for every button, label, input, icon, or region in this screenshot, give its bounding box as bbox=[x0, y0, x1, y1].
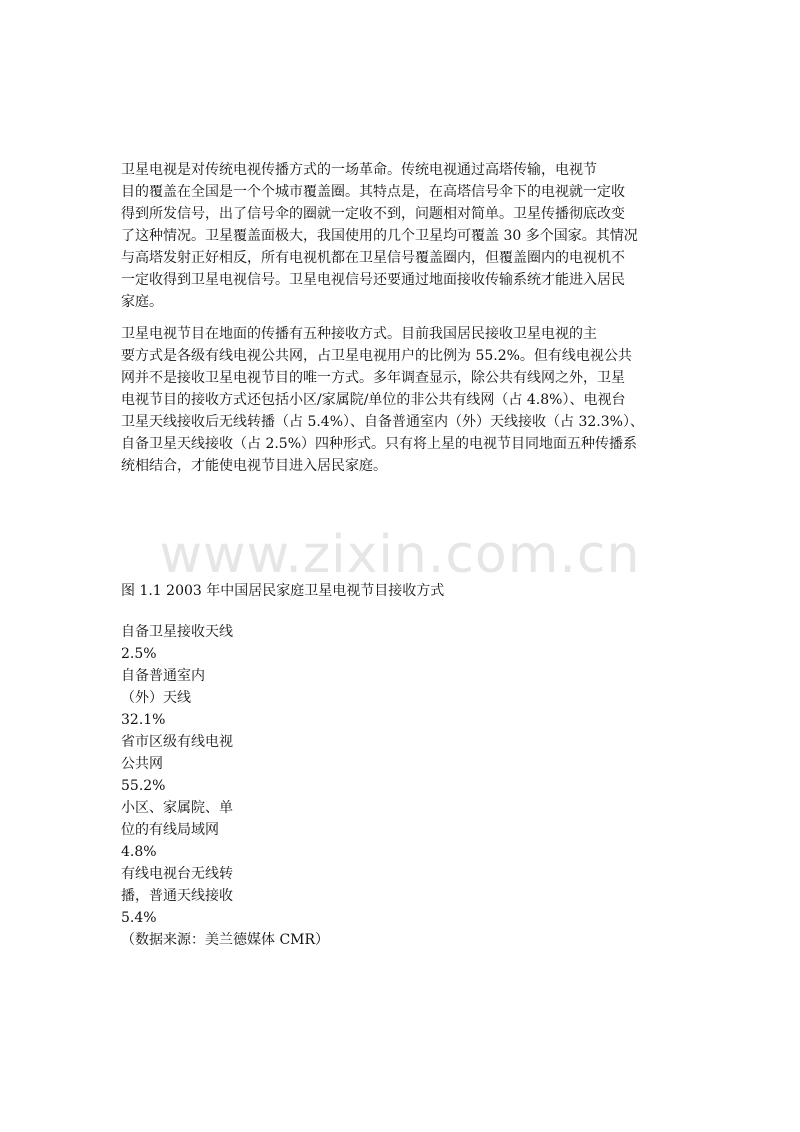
figure-caption: 图 1.1 2003 年中国居民家庭卫星电视节目接收方式 bbox=[121, 583, 445, 599]
slice-label: 小区、家属院、单 bbox=[121, 800, 233, 816]
paragraph-line: 自备卫星天线接收（占 2.5%）四种形式。只有将上星的电视节目同地面五种传播系 bbox=[121, 436, 638, 452]
slice-value-label: 2.5% bbox=[121, 646, 157, 662]
pie-chart-label-list bbox=[121, 621, 329, 951]
slice-label: 有线电视台无线转 bbox=[121, 866, 233, 882]
slice-value-label: 32.1% bbox=[121, 712, 166, 728]
paragraph-line: 卫星电视节目在地面的传播有五种接收方式。目前我国居民接收卫星电视的主 bbox=[121, 326, 597, 342]
slice-label: 播，普通天线接收 bbox=[121, 888, 233, 904]
paragraph-line: 电视节目的接收方式还包括小区/家属院/单位的非公共有线网（占 4.8%）、电视台 bbox=[121, 392, 626, 408]
slice-value-label: 4.8% bbox=[121, 844, 157, 860]
paragraph-line: 得到所发信号，出了信号伞的圈就一定收不到，问题相对简单。卫星传播彻底改变 bbox=[121, 206, 625, 222]
slice-label: 公共网 bbox=[121, 756, 163, 772]
watermark: www.zixin.com.cn bbox=[159, 525, 641, 585]
slice-label: 省市区级有线电视 bbox=[121, 734, 233, 750]
paragraph-line: 了这种情况。卫星覆盖面极大，我国使用的几个卫星均可覆盖 30 多个国家。其情况 bbox=[121, 228, 638, 244]
slice-label: 自备普通室内 bbox=[121, 668, 205, 684]
paragraph-line: 统相结合，才能使电视节目进入居民家庭。 bbox=[121, 458, 387, 474]
slice-value-label: 5.4% bbox=[121, 910, 157, 926]
paragraph-line: 一定收得到卫星电视信号。卫星电视信号还要通过地面接收传输系统才能进入居民 bbox=[121, 272, 625, 288]
paragraph-line: 卫星电视是对传统电视传播方式的一场革命。传统电视通过高塔传输，电视节 bbox=[121, 162, 597, 178]
paragraph-line: 与高塔发射正好相反，所有电视机都在卫星信号覆盖圈内，但覆盖圈内的电视机不 bbox=[121, 250, 625, 266]
paragraph-line: 目的覆盖在全国是一个个城市覆盖圈。其特点是，在高塔信号伞下的电视就一定收 bbox=[121, 184, 625, 200]
slice-value-label: 55.2% bbox=[121, 778, 166, 794]
data-source-note: （数据来源：美兰德媒体 CMR） bbox=[121, 932, 330, 948]
slice-label: 自备卫星接收天线 bbox=[121, 624, 233, 640]
paragraph-reception-methods bbox=[121, 323, 644, 477]
paragraph-line: 卫星天线接收后无线转播（占 5.4%）、自备普通室内（外）天线接收（占 32.3%）、 bbox=[121, 414, 644, 430]
slice-label: 位的有线局域网 bbox=[121, 822, 219, 838]
paragraph-line: 家庭。 bbox=[121, 294, 163, 310]
paragraph-satellite-tv-revolution bbox=[121, 159, 639, 313]
slice-label: （外）天线 bbox=[121, 690, 191, 706]
paragraph-line: 网并不是接收卫星电视节目的唯一方式。多年调查显示，除公共有线网之外，卫星 bbox=[121, 370, 625, 386]
paragraph-line: 要方式是各级有线电视公共网，占卫星电视用户的比例为 55.2%。但有线电视公共 bbox=[121, 348, 632, 364]
